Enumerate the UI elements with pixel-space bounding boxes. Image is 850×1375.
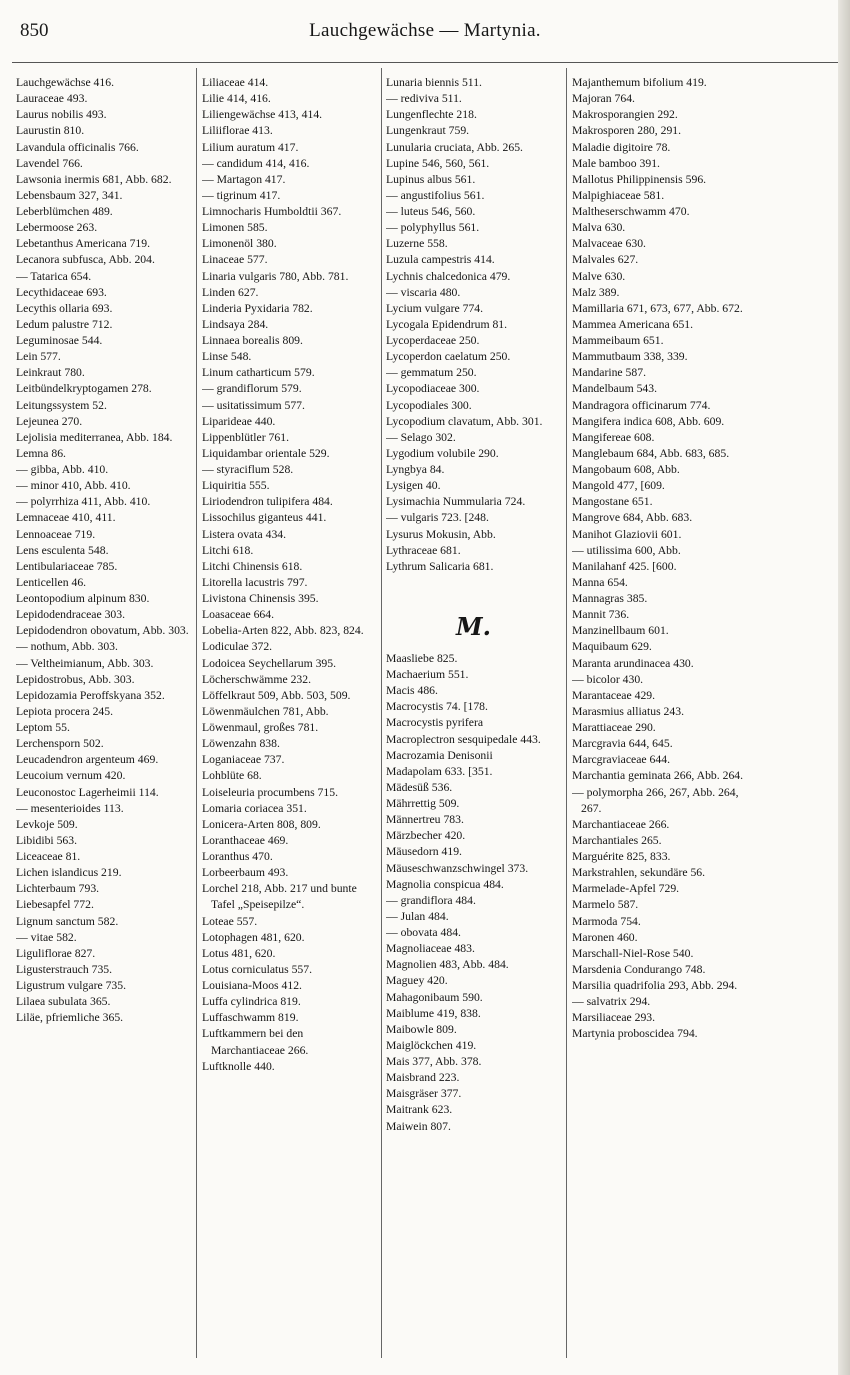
index-entry: Linaria vulgaris 780, Abb. 781. [202, 269, 349, 283]
index-entry: Manihot Glaziovii 601. [572, 527, 682, 541]
index-entry: Lysimachia Nummularia 724. [386, 495, 526, 509]
index-entry: — tigrinum 417. [202, 188, 281, 202]
index-entry: — Tatarica 654. [16, 269, 92, 283]
index-entry: Litchi Chinensis 618. [202, 559, 303, 573]
index-entry: Libidibi 563. [16, 833, 78, 847]
index-entry: Mandragora officinarum 774. [572, 398, 711, 412]
index-entry: Mahagonibaum 590. [386, 990, 483, 1004]
section-letter-heading: M. [456, 611, 491, 641]
index-entry: Liceaceae 81. [16, 850, 81, 863]
index-entry: Lauchgewächse 416. [16, 76, 115, 89]
index-entry: Lemna 86. [16, 446, 66, 460]
index-entry: Lysigen 40. [386, 479, 441, 493]
index-entry: Lebensbaum 327, 341. [16, 188, 123, 202]
index-entry: Marmoda 754. [572, 914, 641, 928]
index-entry: Marguérite 825, 833. [572, 850, 671, 863]
index-entry: — bicolor 430. [572, 672, 644, 686]
index-entry: — polymorpha 266, 267, Abb. 264, 267. [572, 785, 739, 815]
index-entry: Leitbündelkryptogamen 278. [16, 382, 152, 396]
index-entry: — usitatissimum 577. [202, 398, 305, 412]
index-entry: Maasliebe 825. [386, 651, 458, 665]
index-entry: Limnocharis Humboldtii 367. [202, 205, 342, 218]
index-entry: Lungenflechte 218. [386, 108, 477, 122]
index-entry: Liquidambar orientale 529. [202, 446, 330, 460]
index-entry: Mangifera indica 608, Abb. 609. [572, 414, 725, 428]
index-entry: — grandiflorum 579. [202, 382, 302, 396]
index-entry: Maisbrand 223. [386, 1071, 460, 1085]
index-entry: Manzinellbaum 601. [572, 624, 669, 638]
index-entry: Loranthus 470. [202, 850, 273, 863]
index-entry: Maronen 460. [572, 930, 638, 944]
index-column-3 [386, 75, 561, 1375]
column-divider [566, 68, 567, 1358]
page-edge [838, 0, 850, 1375]
index-entry: Marsdenia Condurango 748. [572, 962, 706, 976]
index-entry: Loranthaceae 469. [202, 833, 289, 847]
index-entry: Linse 548. [202, 350, 252, 364]
index-entry: Lycoperdaceae 250. [386, 334, 480, 347]
index-entry: Lawsonia inermis 681, Abb. 682. [16, 172, 172, 186]
index-entry: Marmelo 587. [572, 898, 639, 912]
index-entry: Magnolia conspicua 484. [386, 877, 504, 891]
index-entry: — Martagon 417. [202, 172, 286, 186]
index-entry: Malva 630. [572, 221, 626, 235]
index-entry: Ligusterstrauch 735. [16, 962, 113, 976]
index-entry: Linnaea borealis 809. [202, 334, 303, 347]
index-entry: Lepidodendraceae 303. [16, 608, 126, 622]
index-entry: Limonen 585. [202, 221, 268, 235]
index-entry: Luffaschwamm 819. [202, 1011, 299, 1025]
index-entry: Lecanora subfusca, Abb. 204. [16, 253, 155, 267]
index-entry: Marasmius alliatus 243. [572, 704, 684, 718]
index-entry: Lavandula officinalis 766. [16, 140, 139, 154]
index-entry: — grandiflora 484. [386, 893, 476, 907]
index-entry: Marchantiaceae 266. [572, 817, 670, 831]
index-entry: Mädesüß 536. [386, 780, 453, 794]
index-entry: Luzula campestris 414. [386, 253, 495, 267]
index-entry: Macrocystis pyrifera [386, 716, 484, 730]
index-entry: — polyrrhiza 411, Abb. 410. [16, 495, 151, 509]
index-entry: Lindsaya 284. [202, 317, 269, 331]
index-entry: Mäuseschwanzschwingel 373. [386, 861, 529, 875]
index-entry: Mangobaum 608, Abb. [572, 463, 680, 476]
index-entry: Liliaceae 414. [202, 76, 269, 89]
index-entry: — viscaria 480. [386, 285, 461, 299]
index-entry: Mäusedorn 419. [386, 845, 462, 859]
index-entry: Lungenkraut 759. [386, 124, 470, 138]
index-entry: — obovata 484. [386, 926, 461, 939]
index-entry: Listera ovata 434. [202, 527, 287, 541]
index-entry: Löwenmaul, großes 781. [202, 721, 319, 734]
index-entry: Löwenzahn 838. [202, 737, 280, 751]
index-entry: Linaceae 577. [202, 253, 268, 267]
index-entry: Lignum sanctum 582. [16, 914, 119, 928]
index-entry: Liliiflorae 413. [202, 124, 273, 138]
index-entry: Lohblüte 68. [202, 769, 262, 783]
index-entry: — candidum 414, 416. [202, 156, 310, 170]
index-entry: Leuconostoc Lagerheimii 114. [16, 785, 159, 799]
index-entry: Malve 630. [572, 269, 626, 283]
index-entry: Lobelia-Arten 822, Abb. 823, 824. [202, 624, 364, 638]
index-entry: Lycium vulgare 774. [386, 301, 484, 315]
index-entry: Märzbecher 420. [386, 829, 466, 843]
index-entry: Liebesapfel 772. [16, 898, 94, 912]
index-column-1 [16, 75, 191, 1375]
index-entry: Marcgraviaceae 644. [572, 753, 670, 767]
index-entry: Leontopodium alpinum 830. [16, 592, 150, 605]
page-header [12, 20, 838, 48]
index-entry: Lotus corniculatus 557. [202, 962, 313, 976]
index-entry: Leucadendron argenteum 469. [16, 753, 159, 767]
index-entry: Mangrove 684, Abb. 683. [572, 511, 693, 525]
index-entry: Mangostane 651. [572, 495, 653, 509]
index-entry: — mesenterioides 113. [16, 801, 124, 815]
index-entry: Manglebaum 684, Abb. 683, 685. [572, 446, 730, 460]
index-entry: Mais 377, Abb. 378. [386, 1055, 482, 1068]
index-entry: Luftknolle 440. [202, 1059, 275, 1073]
index-entry: Makrosporen 280, 291. [572, 124, 682, 138]
index-entry: Liquiritia 555. [202, 479, 270, 493]
index-entry: Lepidostrobus, Abb. 303. [16, 672, 135, 686]
index-entry: Makrosporangien 292. [572, 108, 678, 122]
index-entry: Luffa cylindrica 819. [202, 995, 301, 1009]
index-entry: Ligustrum vulgare 735. [16, 979, 127, 992]
index-entry: Lavendel 766. [16, 156, 83, 170]
index-entry: — gemmatum 250. [386, 366, 477, 380]
page-number: 850 [20, 20, 49, 41]
index-entry: Lilium auratum 417. [202, 140, 299, 154]
index-entry: — utilissima 600, Abb. [572, 543, 681, 557]
index-entry: Mammeibaum 651. [572, 334, 664, 347]
index-entry: Marattiaceae 290. [572, 721, 656, 734]
index-entry: Lotus 481, 620. [202, 946, 276, 960]
index-entry: Lennoaceae 719. [16, 527, 96, 541]
index-entry: Marantaceae 429. [572, 688, 656, 702]
index-entry: Malvaceae 630. [572, 237, 646, 251]
index-entry: Lemnaceae 410, 411. [16, 511, 116, 525]
index-entry: Ledum palustre 712. [16, 317, 113, 331]
index-entry: Lychnis chalcedonica 479. [386, 269, 511, 283]
index-entry: — gibba, Abb. 410. [16, 463, 109, 476]
index-entry: Lentibulariaceae 785. [16, 559, 118, 573]
index-entry: Male bamboo 391. [572, 156, 660, 170]
index-entry: Loteae 557. [202, 914, 258, 928]
index-entry: Löffelkraut 509, Abb. 503, 509. [202, 688, 351, 702]
index-entry: Linderia Pyxidaria 782. [202, 301, 313, 315]
index-entry: — Selago 302. [386, 430, 456, 444]
column-divider [381, 68, 382, 1358]
index-entry: Marsilia quadrifolia 293, Abb. 294. [572, 979, 738, 992]
header-rule [12, 62, 838, 63]
index-entry: Leberblümchen 489. [16, 205, 113, 218]
index-entry: Lupine 546, 560, 561. [386, 156, 490, 170]
index-entry: Magnoliaceae 483. [386, 942, 475, 956]
index-entry: Marschall-Niel-Rose 540. [572, 946, 694, 960]
index-entry: Marchantia geminata 266, Abb. 264. [572, 769, 744, 783]
index-entry: Leguminosae 544. [16, 334, 103, 347]
index-entry: Lycopodiaceae 300. [386, 382, 480, 396]
index-entry: Maiblume 419, 838. [386, 1006, 481, 1020]
index-entry: Lichterbaum 793. [16, 882, 100, 896]
index-entry: Marsiliaceae 293. [572, 1011, 656, 1025]
index-entry: Luzerne 558. [386, 237, 448, 251]
index-entry: — angustifolius 561. [386, 188, 485, 202]
index-entry: Leucoium vernum 420. [16, 769, 126, 783]
index-entry: Lilie 414, 416. [202, 92, 271, 106]
index-entry: Lepiota procera 245. [16, 704, 114, 718]
index-entry: Marchantiales 265. [572, 833, 662, 847]
index-entry: Maladie digitoire 78. [572, 140, 671, 154]
index-entry: Limonenöl 380. [202, 237, 277, 251]
index-entry: Lygodium volubile 290. [386, 446, 499, 460]
index-entry: — vitae 582. [16, 930, 77, 944]
index-entry: Mährrettig 509. [386, 797, 460, 810]
index-entry: Lein 577. [16, 350, 61, 364]
index-entry: Loganiaceae 737. [202, 753, 285, 767]
index-entry: — Julan 484. [386, 909, 449, 923]
index-entry: Magnolien 483, Abb. 484. [386, 958, 509, 972]
index-entry: Malz 389. [572, 285, 620, 299]
index-entry: Lythraceae 681. [386, 543, 461, 557]
index-entry: — rediviva 511. [386, 92, 462, 106]
index-entry: Lens esculenta 548. [16, 543, 109, 557]
index-entry: Mannagras 385. [572, 592, 648, 605]
index-entry: Livistona Chinensis 395. [202, 592, 319, 605]
index-entry: Maquibaum 629. [572, 640, 652, 654]
index-entry: Lepidodendron obovatum, Abb. 303. [16, 624, 189, 638]
index-entry: — salvatrix 294. [572, 995, 651, 1009]
index-entry: Lunularia cruciata, Abb. 265. [386, 140, 523, 154]
index-entry: Lycogala Epidendrum 81. [386, 317, 508, 331]
index-entry: Litchi 618. [202, 543, 254, 557]
index-entry: Lecythis ollaria 693. [16, 301, 113, 315]
index-entry: Macrocystis 74. [178. [386, 700, 488, 714]
index-entry: Litorella lacustris 797. [202, 575, 308, 589]
index-entry: — Veltheimianum, Abb. 303. [16, 656, 154, 670]
index-entry: Luftkammern bei den Marchantiaceae 266. [202, 1027, 309, 1057]
index-entry: Loasaceae 664. [202, 608, 275, 622]
index-entry: Martynia proboscidea 794. [572, 1027, 698, 1041]
index-entry: Lepidozamia Peroffskyana 352. [16, 688, 165, 702]
index-entry: Lebermoose 263. [16, 221, 98, 235]
index-entry: Maiglöckchen 419. [386, 1038, 477, 1052]
index-entry: Laurustin 810. [16, 124, 85, 138]
index-entry: Lorchel 218, Abb. 217 und bunte Tafel „Speisepilze“. [202, 882, 357, 912]
index-entry: Mangold 477, [609. [572, 479, 665, 493]
running-title: Lauchgewächse — Martynia. [309, 20, 541, 41]
index-entry: Lejeunea 270. [16, 414, 83, 428]
index-entry: Loiseleuria procumbens 715. [202, 785, 338, 799]
index-entry: — nothum, Abb. 303. [16, 640, 118, 654]
index-entry: Lichen islandicus 219. [16, 866, 122, 880]
index-entry: — styraciflum 528. [202, 463, 294, 476]
index-entry: Mammutbaum 338, 339. [572, 350, 688, 364]
index-entry: Macis 486. [386, 684, 438, 698]
index-entry: Lenticellen 46. [16, 575, 87, 589]
index-entry: Maitrank 623. [386, 1103, 453, 1117]
index-entry: Machaerium 551. [386, 668, 469, 681]
index-entry: Levkoje 509. [16, 817, 78, 831]
index-entry: Lotophagen 481, 620. [202, 930, 305, 944]
index-entry: Markstrahlen, sekundäre 56. [572, 866, 706, 880]
index-entry: Leitungssystem 52. [16, 398, 107, 412]
index-entry: Mallotus Philippinensis 596. [572, 172, 707, 186]
index-entry: Mannit 736. [572, 608, 630, 622]
index-entry: Lupinus albus 561. [386, 172, 476, 186]
index-entry: Louisiana-Moos 412. [202, 979, 302, 992]
section-gap [386, 575, 561, 599]
index-entry: Lycopodiales 300. [386, 398, 472, 412]
index-entry: Liriodendron tulipifera 484. [202, 495, 333, 509]
index-entry: Lippenblütler 761. [202, 430, 289, 444]
index-entry: Majoran 764. [572, 92, 635, 106]
index-entry: Majanthemum bifolium 419. [572, 76, 707, 89]
index-entry: Liparideae 440. [202, 414, 276, 428]
index-column-4 [572, 75, 747, 1375]
index-entry: Lorbeerbaum 493. [202, 866, 289, 880]
index-entry: Lunaria biennis 511. [386, 76, 482, 89]
index-entry: Lilaea subulata 365. [16, 995, 111, 1009]
index-entry: Madapolam 633. [351. [386, 764, 493, 778]
index-entry: Löwenmäulchen 781, Abb. [202, 704, 329, 718]
index-entry: Macrozamia Denisonii [386, 748, 493, 762]
index-entry: Mangifereae 608. [572, 430, 655, 444]
index-entry: Lodoicea Seychellarum 395. [202, 656, 337, 670]
index-entry: Macroplectron sesquipedale 443. [386, 732, 541, 746]
index-entry: Lejolisia mediterranea, Abb. 184. [16, 430, 173, 444]
index-entry: Lissochilus giganteus 441. [202, 511, 327, 525]
index-entry: Malpighiaceae 581. [572, 188, 665, 202]
index-entry: Liguliflorae 827. [16, 946, 96, 960]
index-entry: Marmelade-Apfel 729. [572, 882, 680, 896]
index-entry: Lythrum Salicaria 681. [386, 559, 494, 573]
index-entry: — polyphyllus 561. [386, 221, 480, 235]
index-column-2 [202, 75, 377, 1375]
index-entry: Lysurus Mokusin, Abb. [386, 527, 496, 541]
index-entry: Lauraceae 493. [16, 92, 88, 106]
index-entry: Manilahanf 425. [600. [572, 559, 677, 573]
index-entry: Lycopodium clavatum, Abb. 301. [386, 414, 543, 428]
index-entry: Männertreu 783. [386, 813, 464, 827]
column-divider [196, 68, 197, 1358]
index-entry: Lonicera-Arten 808, 809. [202, 817, 321, 831]
index-entry: Maguey 420. [386, 974, 448, 988]
index-entry: — minor 410, Abb. 410. [16, 479, 131, 493]
index-entry: Lycoperdon caelatum 250. [386, 350, 511, 364]
index-entry: Manna 654. [572, 575, 628, 589]
index-entry: Malvales 627. [572, 253, 639, 267]
index-entry: Lebetanthus Americana 719. [16, 237, 151, 251]
index-entry: Marcgravia 644, 645. [572, 737, 673, 751]
index-entry: Lecythidaceae 693. [16, 285, 107, 299]
index-entry: Lyngbya 84. [386, 463, 445, 476]
index-entry: Leinkraut 780. [16, 366, 85, 380]
index-entry: Leptom 55. [16, 721, 70, 734]
index-entry: Maiwein 807. [386, 1119, 451, 1133]
index-entry: Maibowle 809. [386, 1022, 457, 1036]
index-entry: Löcherschwämme 232. [202, 672, 312, 686]
index-entry: Lodiculae 372. [202, 640, 273, 654]
index-entry: Liläe, pfriemliche 365. [16, 1011, 124, 1025]
index-entry: — luteus 546, 560. [386, 205, 476, 218]
index-entry: Laurus nobilis 493. [16, 108, 107, 122]
index-entry: — vulgaris 723. [248. [386, 511, 489, 525]
index-entry: Liliengewächse 413, 414. [202, 108, 323, 122]
index-entry: Maltheserschwamm 470. [572, 205, 690, 218]
index-entry: Mammea Americana 651. [572, 317, 694, 331]
index-entry: Maisgräser 377. [386, 1087, 462, 1101]
index-entry: Maranta arundinacea 430. [572, 656, 694, 670]
index-entry: Linum catharticum 579. [202, 366, 315, 380]
index-entry: Lerchensporn 502. [16, 737, 104, 751]
index-entry: Lomaria coriacea 351. [202, 801, 307, 815]
index-entry: Mandelbaum 543. [572, 382, 658, 396]
index-entry: Linden 627. [202, 285, 259, 299]
index-entry: Mamillaria 671, 673, 677, Abb. 672. [572, 301, 743, 315]
index-entry: Mandarine 587. [572, 366, 646, 380]
